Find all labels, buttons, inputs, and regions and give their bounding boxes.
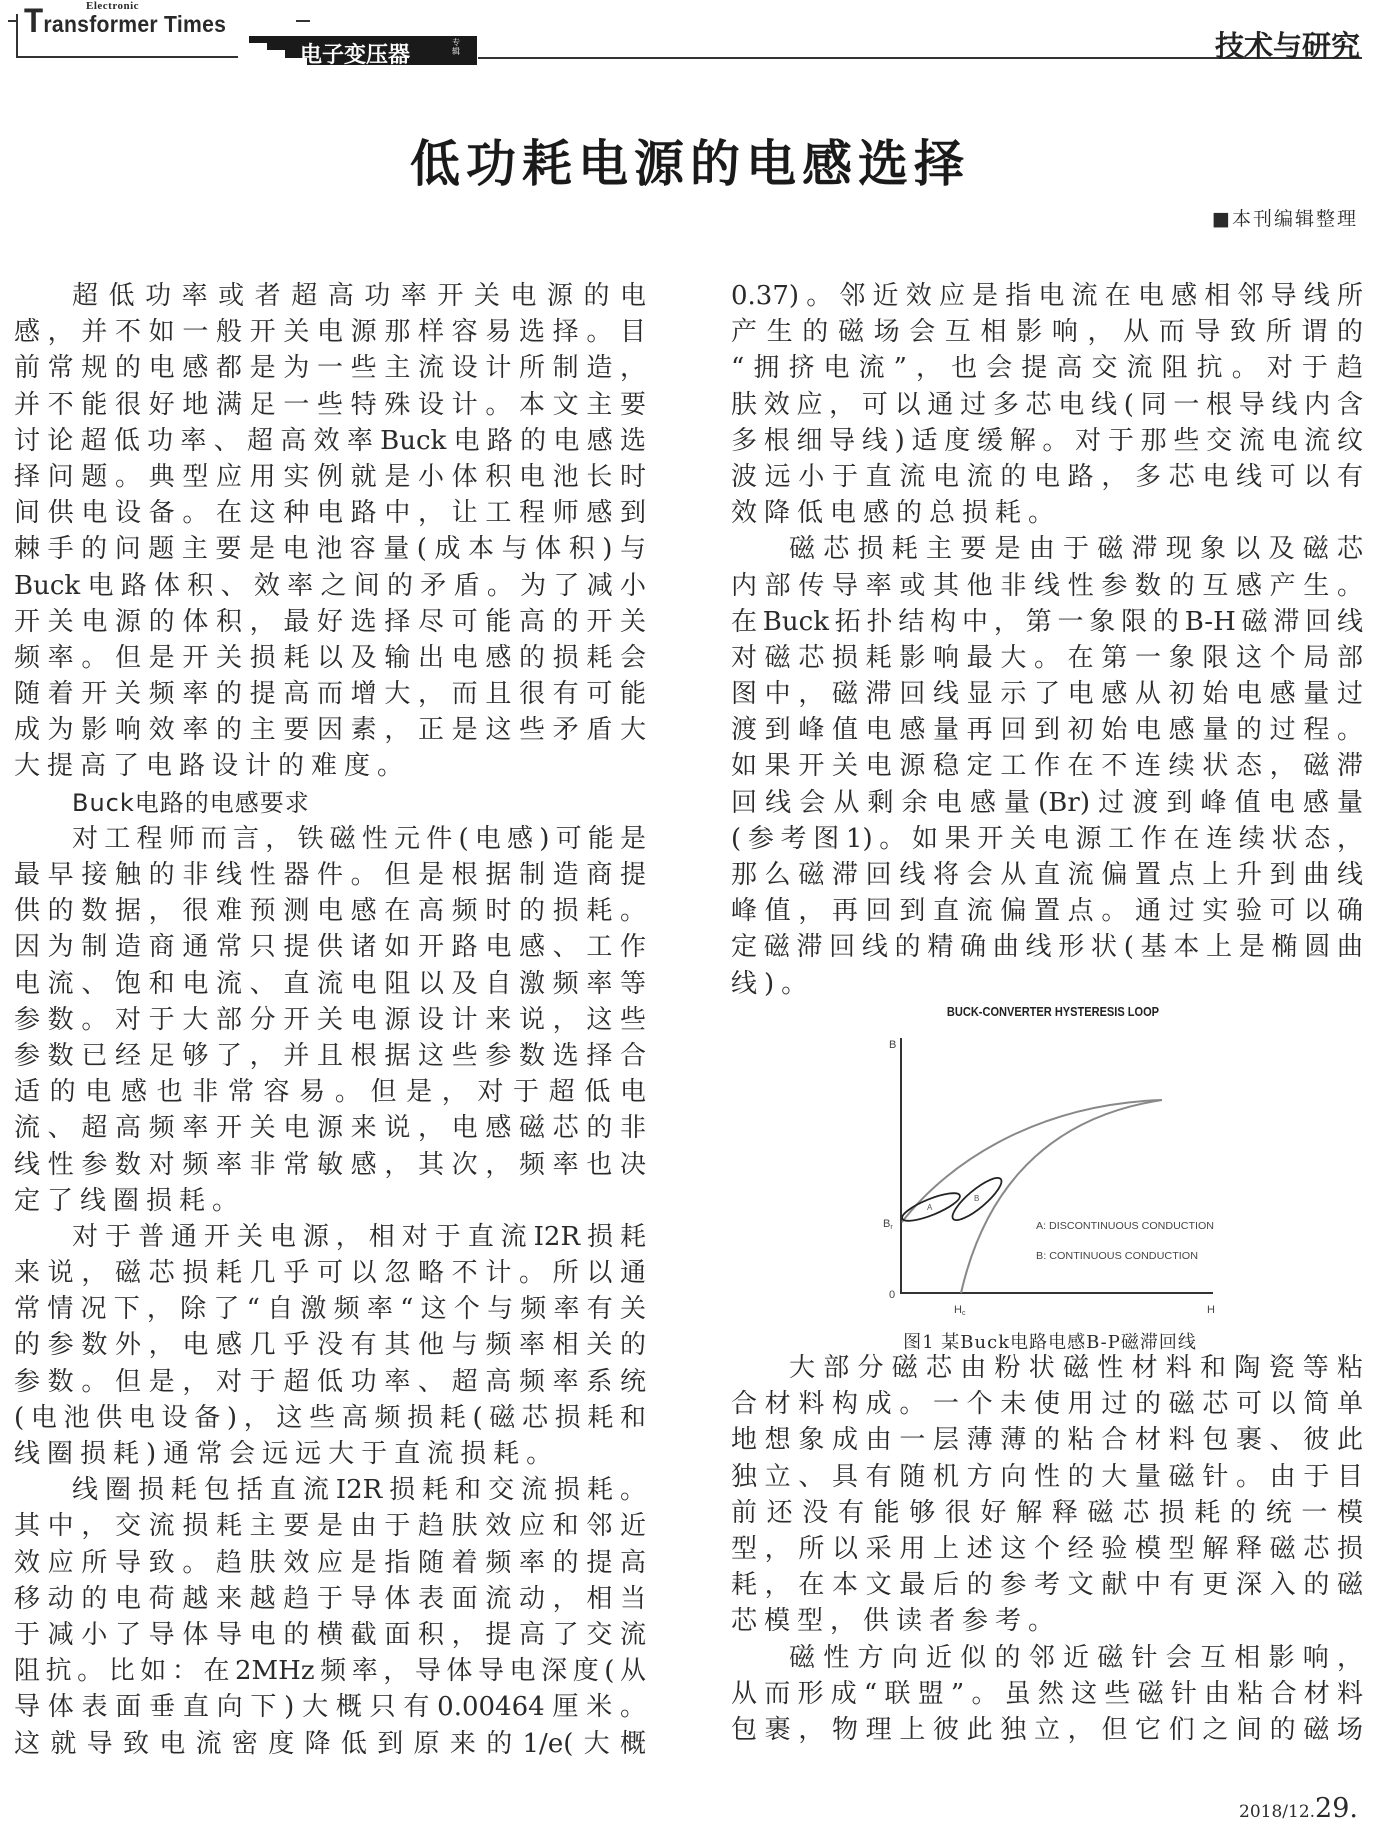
text-line: 对磁芯损耗影响最大。在第一象限这个局部	[731, 642, 1363, 673]
header-dash-left	[8, 20, 18, 22]
text-line: “拥挤电流”，也会提高交流阻抗。对于趋	[731, 353, 1363, 384]
brand-logo-t: T	[24, 2, 44, 40]
text-line: 地想象成由一层薄薄的粘合材料包裹、彼此	[731, 1425, 1363, 1456]
text-line: 独立、具有随机方向性的大量磁针。由于目	[731, 1461, 1363, 1492]
text-line: 大部分磁芯由粉状磁性材料和陶瓷等粘	[789, 1353, 1363, 1383]
text-line: Buck电路体积、效率之间的矛盾。为了减小	[14, 570, 646, 601]
br-label: Br	[883, 1218, 893, 1231]
text-line: (电池供电设备)，这些高频损耗(磁芯损耗和	[14, 1402, 646, 1433]
magazine-tag: 专辑	[452, 38, 460, 56]
text-line: 那么磁滞回线将会从直流偏置点上升到曲线	[731, 860, 1363, 890]
text-line: 间供电设备。在这种电路中，让工程师感到	[14, 498, 646, 529]
text-line: 多根细导线)适度缓解。对于那些交流电流纹	[731, 425, 1363, 456]
text-line: 峰值，再回到直流偏置点。通过实验可以确	[731, 896, 1363, 927]
text-line: 阻抗。比如：在2MHz频率，导体导电深度(从	[14, 1656, 646, 1687]
loop-a-label: A	[927, 1203, 933, 1212]
brand-logo-text: ransformer Times	[43, 11, 227, 37]
text-line: 包裹，物理上彼此独立，但它们之间的磁场	[731, 1714, 1363, 1745]
header-dash-right	[296, 20, 310, 22]
text-line: 线)。	[731, 968, 815, 999]
text-line: 效降低电感的总损耗。	[731, 498, 1062, 529]
text-line: 参数已经足够了，并且根据这些参数选择合	[14, 1040, 646, 1071]
text-line: 随着开关频率的提高而增大，而且很有可能	[14, 679, 646, 710]
text-line: 其中，交流损耗主要是由于趋肤效应和邻近	[14, 1511, 646, 1542]
text-line: 参数。但是，对于超低功率、超高频率系统	[14, 1366, 646, 1397]
hysteresis-loop-figure	[840, 980, 1260, 1325]
footer-date	[1239, 1793, 1358, 1824]
text-line: 择问题。典型应用实例就是小体积电池长时	[14, 461, 646, 492]
magazine-name: 电子变压器	[300, 43, 411, 68]
text-line: 超低功率或者超高功率开关电源的电	[72, 281, 646, 311]
lower-curve	[961, 1100, 1162, 1293]
text-line: 棘手的问题主要是电池容量(成本与体积)与	[14, 534, 646, 565]
text-line: 合材料构成。一个未使用过的磁芯可以简单	[731, 1389, 1363, 1420]
text-line: 流、超高频率开关电源来说，电感磁芯的非	[14, 1113, 646, 1144]
text-line: 回线会从剩余电感量(Br)过渡到峰值电感量	[731, 787, 1363, 818]
right-column-bottom	[731, 1350, 1363, 1748]
text-line: (参考图1)。如果开关电源工作在连续状态，	[731, 823, 1363, 854]
text-line: 大提高了电路设计的难度。	[14, 751, 411, 782]
text-line: 参数。对于大部分开关电源设计来说，这些	[14, 1004, 646, 1035]
text-line: 效应所导致。趋肤效应是指随着频率的提高	[14, 1547, 646, 1578]
section-heading: Buck电路的电感要求	[72, 788, 310, 817]
right-column-top	[731, 278, 1363, 1002]
section-label: 技术与研究	[1214, 29, 1360, 63]
text-line: 适的电感也非常容易。但是，对于超低电	[14, 1077, 646, 1108]
hc-label: Hc	[954, 1304, 966, 1317]
text-line: 型，所以采用上述这个经验模型解释磁芯损	[731, 1533, 1363, 1564]
header-rule-left	[16, 56, 238, 58]
text-line: 线圈损耗)通常会远远大于直流损耗。	[14, 1439, 560, 1469]
figure-caption: 图1 某Buck电路电感B-P磁滞回线	[903, 1332, 1197, 1353]
text-line: 芯模型，供读者参考。	[731, 1606, 1062, 1637]
y-axis-label: B	[889, 1039, 897, 1051]
text-line: 磁芯损耗主要是由于磁滞现象以及磁芯	[789, 534, 1363, 565]
text-line: 对工程师而言，铁磁性元件(电感)可能是	[72, 823, 646, 854]
text-line: 定了线圈损耗。	[14, 1185, 246, 1216]
origin-label: 0	[889, 1289, 896, 1301]
text-line: 电流、饱和电流、直流电阻以及自激频率等	[14, 968, 646, 999]
brand-electronic-label: Electronic	[86, 0, 140, 12]
text-line: 内部传导率或其他非线性参数的互感产生。	[731, 570, 1363, 601]
text-line: 这就导致电流密度降低到原来的1/e(大概	[14, 1728, 646, 1759]
legend-b: B: CONTINUOUS CONDUCTION	[1036, 1251, 1198, 1262]
text-line: 磁性方向近似的邻近磁针会互相影响，	[789, 1642, 1363, 1673]
text-line: 对于普通开关电源，相对于直流I2R损耗	[72, 1221, 646, 1252]
text-line: 并不能很好地满足一些特殊设计。本文主要	[14, 389, 646, 420]
text-line: 的参数外，电感几乎没有其他与频率相关的	[14, 1330, 646, 1361]
text-line: 常情况下，除了“自激频率“这个与频率有关	[14, 1294, 646, 1325]
text-line: 讨论超低功率、超高效率Buck电路的电感选	[14, 425, 646, 456]
text-line: 图中，磁滞回线显示了电感从初始电感量过	[731, 679, 1363, 710]
text-line: 来说，磁芯损耗几乎可以忽略不计。所以通	[14, 1258, 646, 1289]
text-line: 成为影响效率的主要因素，正是这些矛盾大	[14, 715, 646, 746]
text-line: 线性参数对频率非常敏感，其次，频率也决	[14, 1149, 646, 1180]
x-axis-label: H	[1207, 1304, 1215, 1316]
text-line: 导体表面垂直向下)大概只有0.00464厘米。	[14, 1692, 646, 1723]
byline: ■本刊编辑整理	[1212, 208, 1358, 230]
left-column	[14, 278, 646, 1762]
upper-curve	[902, 1100, 1162, 1222]
text-line: 供的数据，很难预测电感在高频时的损耗。	[14, 896, 646, 927]
text-line: 线圈损耗包括直流I2R损耗和交流损耗。	[72, 1475, 646, 1506]
text-line: 耗，在本文最后的参考文献中有更深入的磁	[731, 1570, 1363, 1601]
legend-a: A: DISCONTINUOUS CONDUCTION	[1036, 1221, 1214, 1232]
text-line: 前还没有能够很好解释磁芯损耗的统一模	[731, 1497, 1363, 1528]
text-line: 最早接触的非线性器件。但是根据制造商提	[14, 860, 646, 890]
article-title: 低功耗电源的电感选择	[410, 134, 970, 193]
footer-issue: 2018/12.	[1239, 1802, 1316, 1822]
text-line: 于减小了导体导电的横截面积，提高了交流	[14, 1619, 646, 1650]
text-line: 从而形成“联盟”。虽然这些磁针由粘合材料	[731, 1678, 1363, 1709]
figure-title: BUCK-CONVERTER HYSTERESIS LOOP	[946, 1004, 1160, 1020]
brand-logo	[24, 2, 226, 41]
text-line: 0.37)。邻近效应是指电流在电感相邻导线所	[731, 281, 1363, 311]
text-line: 如果开关电源稳定工作在不连续状态，磁滞	[731, 751, 1363, 782]
text-line: 频率。但是开关损耗以及输出电感的损耗会	[14, 642, 646, 673]
text-line: 感，并不如一般开关电源那样容易选择。目	[14, 317, 646, 348]
text-line: 开关电源的体积，最好选择尽可能高的开关	[14, 606, 646, 637]
text-line: 前常规的电感都是为一些主流设计所制造，	[14, 353, 646, 384]
text-line: 定磁滞回线的精确曲线形状(基本上是椭圆曲	[731, 932, 1363, 963]
text-line: 产生的磁场会互相影响，从而导致所谓的	[731, 317, 1363, 348]
text-line: 在Buck拓扑结构中，第一象限的B-H磁滞回线	[731, 606, 1363, 637]
page-number: 29.	[1315, 1793, 1358, 1824]
loop-b-label: B	[974, 1194, 980, 1203]
text-line: 渡到峰值电感量再回到初始电感量的过程。	[731, 715, 1363, 746]
text-line: 因为制造商通常只提供诸如开路电感、工作	[14, 932, 646, 963]
text-line: 移动的电荷越来越趋于导体表面流动，相当	[14, 1583, 646, 1614]
text-line: 肤效应，可以通过多芯电线(同一根导线内含	[731, 389, 1363, 420]
text-line: 波远小于直流电流的电路，多芯电线可以有	[731, 461, 1363, 492]
